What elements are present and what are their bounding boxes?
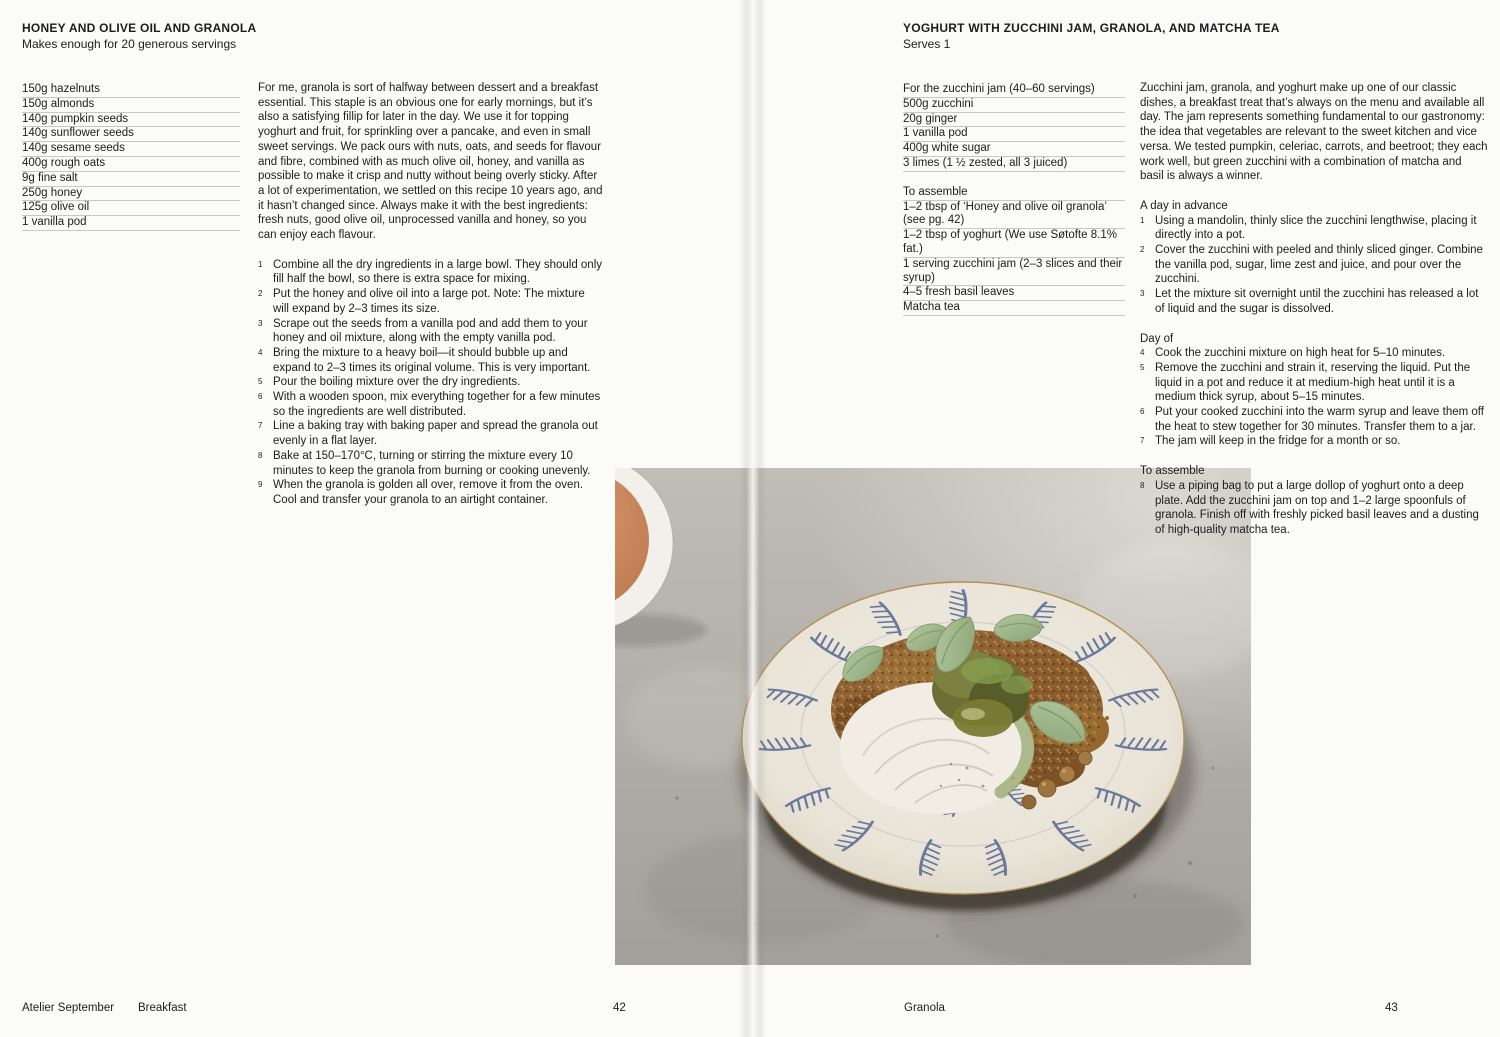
step-text: Cook the zucchini mixture on high heat for 5–10 minutes. bbox=[1155, 347, 1446, 360]
ingredient-row: 1–2 tbsp of ‘Honey and olive oil granola’ (see pg. 42) bbox=[903, 201, 1125, 230]
step-number: 1 bbox=[258, 259, 263, 269]
step-text: Scrape out the seeds from a vanilla pod and add them to your honey and oil mixture, along with the empty vanilla pod. bbox=[273, 317, 588, 345]
left-ingredient-list bbox=[22, 83, 240, 231]
step-number: 4 bbox=[1140, 348, 1145, 358]
step bbox=[258, 258, 603, 287]
step-text: Bake at 150–170°C, turning or stirring the mixture every 10 minutes to keep the granola from burning or cooking unevenly. bbox=[273, 449, 591, 477]
step-text: With a wooden spoon, mix everything together for a few minutes so the ingredients are well distributed. bbox=[273, 391, 601, 418]
step-number: 2 bbox=[1140, 245, 1145, 255]
ingredient-row: 1 vanilla pod bbox=[22, 216, 240, 231]
step bbox=[1140, 346, 1488, 361]
step bbox=[258, 390, 603, 419]
ingredient-row: 400g white sugar bbox=[903, 142, 1125, 157]
step-number: 4 bbox=[258, 347, 263, 357]
right-steps-advance bbox=[1140, 214, 1488, 317]
step-number: 3 bbox=[1140, 289, 1145, 299]
right-steps-day-of bbox=[1140, 346, 1488, 449]
section-heading: A day in advance bbox=[1140, 199, 1228, 212]
left-steps-list bbox=[258, 258, 603, 508]
ingredient-row: 150g hazelnuts bbox=[22, 83, 240, 98]
step-number: 9 bbox=[258, 480, 263, 490]
left-body-column bbox=[258, 81, 603, 508]
step-text: Use a piping bag to put a large dollop of yoghurt onto a deep plate. Add the zucchini jam on top and 1–2 large spoonfuls of granola. Finish off with freshly picked basil leaves and a dusting of high-quality matcha tea. bbox=[1155, 479, 1479, 536]
step-text: Let the mixture sit overnight until the zucchini has released a lot of liquid and the sugar is dissolved. bbox=[1155, 288, 1479, 315]
step bbox=[258, 317, 603, 346]
ingredient-row: 9g fine salt bbox=[22, 172, 240, 187]
step-text: Remove the zucchini and strain it, reserving the liquid. Put the liquid in a pot and reduce it at medium-high heat until it is a medium thick syrup, about 5–15 minutes. bbox=[1155, 361, 1471, 404]
step-number: 3 bbox=[258, 318, 263, 328]
left-recipe-yield: Makes enough for 20 generous servings bbox=[22, 37, 237, 51]
step bbox=[1140, 214, 1488, 243]
step-text: Pour the boiling mixture over the dry ingredients. bbox=[273, 376, 521, 389]
step bbox=[258, 449, 603, 478]
step-number: 6 bbox=[258, 392, 263, 402]
right-recipe-yield: Serves 1 bbox=[903, 37, 951, 51]
step bbox=[1140, 434, 1488, 449]
food-photo bbox=[615, 468, 1251, 965]
ingredient-row: 250g honey bbox=[22, 187, 240, 202]
page-number-right: 43 bbox=[1385, 1002, 1398, 1014]
ingredient-row: 1 vanilla pod bbox=[903, 127, 1125, 142]
step bbox=[258, 419, 603, 448]
step-text: Put your cooked zucchini into the warm syrup and leave them off the heat to stew together for 30 minutes. Transfer them to a jar. bbox=[1155, 406, 1484, 433]
step bbox=[1140, 479, 1488, 538]
ingredient-row: 1 serving zucchini jam (2–3 slices and their syrup) bbox=[903, 258, 1125, 287]
right-ingredient-list bbox=[903, 83, 1125, 316]
step-number: 5 bbox=[258, 377, 263, 387]
ingredient-group-header: For the zucchini jam (40–60 servings) bbox=[903, 83, 1125, 98]
step-text: Cover the zucchini with peeled and thinly sliced ginger. Combine the vanilla pod, sugar, lime zest and juice, and pour over the zucchini. bbox=[1155, 244, 1483, 286]
right-body-column bbox=[1140, 81, 1488, 538]
step-text: Line a baking tray with baking paper and spread the granola out evenly in a flat layer. bbox=[273, 420, 598, 448]
left-recipe-title: HONEY AND OLIVE OIL AND GRANOLA bbox=[22, 21, 257, 35]
section-heading: Day of bbox=[1140, 332, 1174, 345]
ingredient-row: 140g sunflower seeds bbox=[22, 127, 240, 142]
ingredient-row: 20g ginger bbox=[903, 113, 1125, 128]
step-text: Combine all the dry ingredients in a large bowl. They should only fill half the bowl, so there is extra space for mixing. bbox=[273, 258, 603, 286]
step bbox=[258, 346, 603, 375]
ingredient-group-gap bbox=[903, 172, 1125, 186]
ingredient-row: 125g olive oil bbox=[22, 201, 240, 216]
step-number: 1 bbox=[1140, 215, 1145, 225]
left-intro-paragraph: For me, granola is sort of halfway between dessert and a breakfast essential. This staple is an obvious one for early mornings, but it’s also a satisfying fillip for later in the day. We use it for topping yoghurt and fruit, for sprinkling over a pancake, and even in small sweet servings. We pack ours with nuts, oats, and seeds for flavour and fibre, combined with as much olive oil, honey, and vanilla as possible to make it crisp and nutty without being overly sticky. After a lot of experimentation, we settled on this recipe 10 years ago, and it hasn’t changed since. Always make it with the best ingredients: fresh nuts, good olive oil, unprocessed vanilla and honey, so you can enjoy each flavour. bbox=[258, 82, 603, 242]
footer-chapter-right: Granola bbox=[904, 1002, 945, 1014]
step-number: 5 bbox=[1140, 362, 1145, 372]
step bbox=[258, 287, 603, 316]
food-photo-illustration bbox=[615, 468, 1251, 965]
step-number: 2 bbox=[258, 289, 263, 299]
footer-chapter-left: Breakfast bbox=[138, 1002, 187, 1014]
section-heading: To assemble bbox=[1140, 465, 1205, 478]
step bbox=[1140, 405, 1488, 434]
step-text: Bring the mixture to a heavy boil—it should bubble up and expand to 2–3 times its original volume. This is very important. bbox=[273, 346, 591, 374]
right-intro-paragraph: Zucchini jam, granola, and yoghurt make up one of our classic dishes, a breakfast treat that’s always on the menu and available all day. The jam represents something fundamental to our gastronomy: the idea that vegetables are relevant to the sweet kitchen and vice versa. We tested pumpkin, celeriac, carrots, and beetroot; they each work well, but green zucchini with a combination of matcha and basil is always a winner. bbox=[1140, 82, 1488, 183]
step bbox=[1140, 243, 1488, 287]
ingredient-row: 3 limes (1 ½ zested, all 3 juiced) bbox=[903, 157, 1125, 172]
step-text: The jam will keep in the fridge for a month or so. bbox=[1155, 435, 1401, 448]
ingredient-row: 500g zucchini bbox=[903, 98, 1125, 113]
ingredient-row: 4–5 fresh basil leaves bbox=[903, 286, 1125, 301]
right-steps-assemble bbox=[1140, 479, 1488, 538]
step-number: 8 bbox=[1140, 480, 1145, 490]
ingredient-row: 400g rough oats bbox=[22, 157, 240, 172]
ingredient-row: 150g almonds bbox=[22, 98, 240, 113]
step bbox=[258, 478, 603, 507]
step-number: 6 bbox=[1140, 407, 1145, 417]
ingredient-group-header: To assemble bbox=[903, 186, 1125, 201]
ingredient-row: 140g sesame seeds bbox=[22, 142, 240, 157]
right-recipe-title: YOGHURT WITH ZUCCHINI JAM, GRANOLA, AND MATCHA TEA bbox=[903, 21, 1280, 35]
step-number: 8 bbox=[258, 450, 263, 460]
ingredient-row: 1–2 tbsp of yoghurt (We use Søtofte 8.1% fat.) bbox=[903, 229, 1125, 258]
ingredient-row: 140g pumpkin seeds bbox=[22, 113, 240, 128]
step-number: 7 bbox=[258, 421, 263, 431]
step-text: Using a mandolin, thinly slice the zucchini lengthwise, placing it directly into a pot. bbox=[1155, 214, 1477, 242]
step-number: 7 bbox=[1140, 436, 1145, 446]
page-number-left: 42 bbox=[613, 1002, 626, 1014]
step bbox=[1140, 287, 1488, 316]
step-text: When the granola is golden all over, remove it from the oven. Cool and transfer your granola to an airtight container. bbox=[273, 479, 584, 506]
step bbox=[258, 375, 603, 390]
footer-book-title: Atelier September bbox=[22, 1002, 115, 1014]
step-text: Put the honey and olive oil into a large pot. Note: The mixture will expand by 2–3 times its size. bbox=[273, 288, 585, 315]
step bbox=[1140, 361, 1488, 405]
ingredient-row: Matcha tea bbox=[903, 301, 1125, 316]
